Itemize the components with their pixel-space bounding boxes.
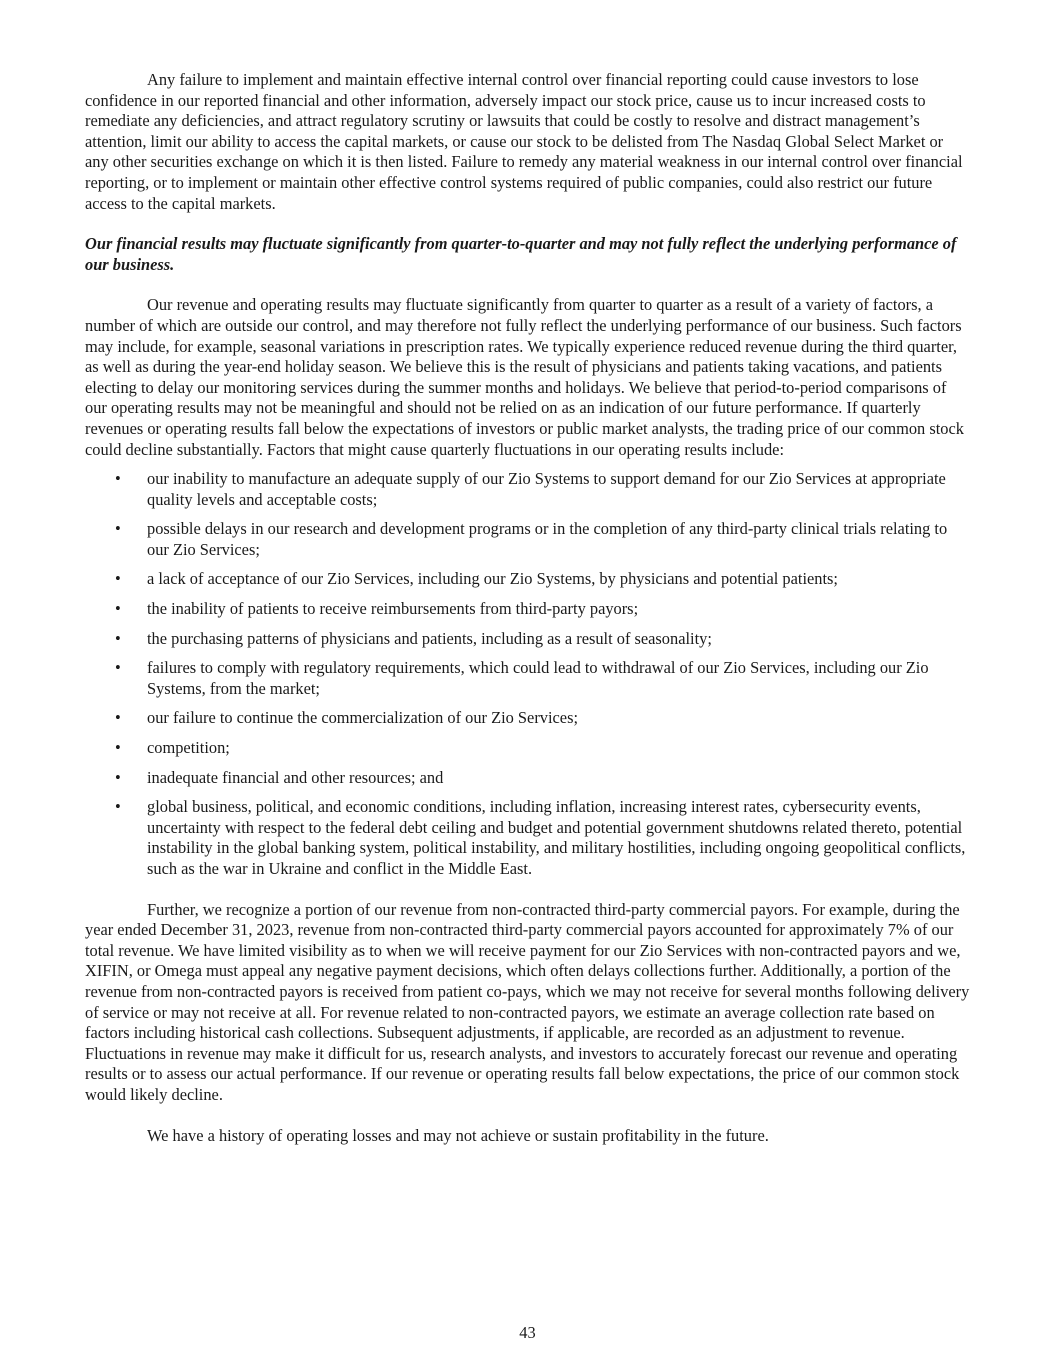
list-item-text: our failure to continue the commercialization of our Zio Services; xyxy=(147,708,579,728)
list-item-text: possible delays in our research and development programs or in the completion of any third-party clinical trials relating to our Zio Services; xyxy=(147,519,948,559)
bullet-marker: • xyxy=(115,628,121,648)
list-item xyxy=(85,708,970,729)
list-item-text: inadequate financial and other resources; and xyxy=(147,767,444,787)
paragraph-operating-losses: We have a history of operating losses and may not achieve or sustain profitability in the future. xyxy=(147,1125,769,1145)
paragraph-non-contracted-payors: Further, we recognize a portion of our revenue from non-contracted third-party commercial payors. For example, during the year ended December 31, 2023, revenue from non-contracted third-party commercial payors accounted for approximately 7% of our total revenue. We have limited visibility as to when we will receive payment for our Zio Services with non-contracted payors and we, XIFIN, or Omega must appeal any negative payment decisions, which often delays collections further. Additionally, a portion of the revenue from non-contracted payors is received from patient co-pays, which we may not receive for several months following delivery of service or may not receive at all. For revenue related to non-contracted payors, we estimate an average collection rate based on factors including historical cash collections. Subsequent adjustments, if applicable, are recorded as an adjustment to revenue. Fluctuations in revenue may make it difficult for us, research analysts, and investors to accurately forecast our revenue and operating results or to assess our actual performance. If our revenue or operating results fall below expectations, the price of our common stock would likely decline. xyxy=(85,899,970,1104)
list-item xyxy=(85,469,970,510)
list-item xyxy=(85,629,970,650)
bullet-marker: • xyxy=(115,519,121,539)
bullet-marker: • xyxy=(115,708,121,728)
bullet-marker: • xyxy=(115,469,121,489)
list-item xyxy=(85,599,970,620)
list-item-text: a lack of acceptance of our Zio Services, including our Zio Systems, by physicians and potential patients; xyxy=(147,569,838,589)
paragraph-revenue-fluctuation: Our revenue and operating results may fluctuate significantly from quarter to quarter as a result of a variety of factors, a number of which are outside our control, and may therefore not fully reflect the underlying performance of our business. Such factors may include, for example, seasonal variations in prescription rates. We typically experience reduced revenue during the third quarter, as well as during the year-end holiday season. We believe this is the result of physicians and patients taking vacations, and patients electing to delay our monitoring services during the summer months and holidays. We believe that period-to-period comparisons of our operating results may not be meaningful and should not be relied on as an indication of our future performance. If quarterly revenues or operating results fall below the expectations of investors or public market analysts, the trading price of our common stock could decline substantially. Factors that might cause quarterly fluctuations in our operating results include: xyxy=(85,295,964,459)
bullet-marker: • xyxy=(115,738,121,758)
bullet-marker: • xyxy=(115,599,121,619)
list-item xyxy=(85,569,970,590)
bullet-marker: • xyxy=(115,797,121,817)
list-item-text: our inability to manufacture an adequate supply of our Zio Systems to support demand for our Zio Services at appropriate quality levels and acceptable costs; xyxy=(147,469,946,509)
list-item xyxy=(85,738,970,759)
list-item xyxy=(85,797,970,879)
list-item-text: competition; xyxy=(147,738,230,758)
list-item-text: global business, political, and economic conditions, including inflation, increasing interest rates, cybersecurity events, uncertainty with respect to the federal debt ceiling and budget and potential government shutdowns related thereto, potential instability in the global banking system, political instability, and military hostilities, including ongoing geopolitical conflicts, such as the war in Ukraine and conflict in the Middle East. xyxy=(147,797,966,878)
section-heading: Our financial results may fluctuate significantly from quarter-to-quarter and may not fully reflect the underlying performance of our business. xyxy=(85,234,957,274)
list-item xyxy=(85,768,970,789)
list-item-text: the inability of patients to receive reimbursements from third-party payors; xyxy=(147,599,639,619)
document-page xyxy=(85,70,970,1146)
list-item-text: failures to comply with regulatory requirements, which could lead to withdrawal of our Zio Services, including our Zio Systems, from the market; xyxy=(147,658,929,698)
factors-list xyxy=(85,469,970,880)
paragraph-internal-control: Any failure to implement and maintain effective internal control over financial reporting could cause investors to lose confidence in our reported financial and other information, adversely impact our stock price, cause us to incur increased costs to remediate any deficiencies, and attract regulatory scrutiny or lawsuits that could be costly to resolve and distract management’s attention, limit our ability to access the capital markets, or cause our stock to be delisted from The Nasdaq Global Select Market or any other securities exchange on which it is then listed. Failure to remedy any material weakness in our internal control over financial reporting, or to implement or maintain other effective control systems required of public companies, could also restrict our future access to the capital markets. xyxy=(85,70,963,213)
bullet-marker: • xyxy=(115,767,121,787)
list-item xyxy=(85,658,970,699)
list-item xyxy=(85,519,970,560)
bullet-marker: • xyxy=(115,658,121,678)
bullet-marker: • xyxy=(115,569,121,589)
list-item-text: the purchasing patterns of physicians and patients, including as a result of seasonality; xyxy=(147,628,712,648)
page-number: 43 xyxy=(519,1323,536,1342)
